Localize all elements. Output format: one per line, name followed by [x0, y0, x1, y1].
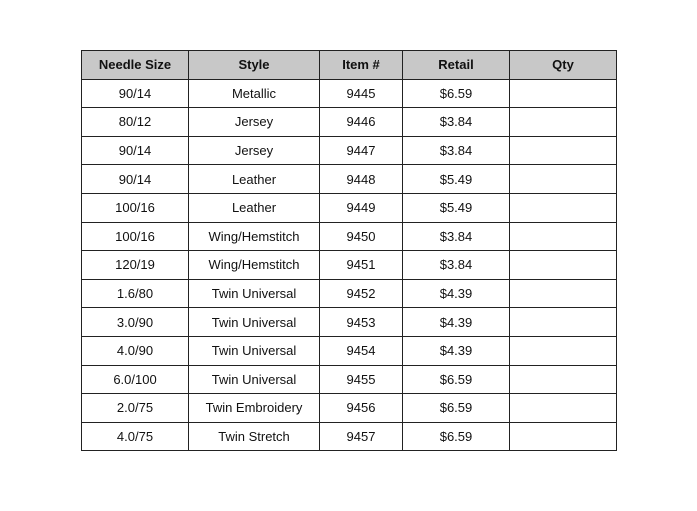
cell-qty[interactable] — [510, 108, 617, 137]
cell-needle-size: 2.0/75 — [82, 394, 189, 423]
cell-item-number: 9452 — [320, 279, 403, 308]
table-row — [82, 336, 617, 365]
header-qty: Qty — [510, 51, 617, 80]
cell-qty[interactable] — [510, 165, 617, 194]
cell-qty[interactable] — [510, 79, 617, 108]
table-row — [82, 279, 617, 308]
table-body — [82, 79, 617, 451]
cell-retail: $6.59 — [403, 79, 510, 108]
cell-qty[interactable] — [510, 365, 617, 394]
cell-qty[interactable] — [510, 308, 617, 337]
cell-style: Wing/Hemstitch — [189, 251, 320, 280]
cell-style: Wing/Hemstitch — [189, 222, 320, 251]
cell-retail: $4.39 — [403, 308, 510, 337]
cell-needle-size: 4.0/90 — [82, 336, 189, 365]
cell-retail: $3.84 — [403, 251, 510, 280]
table-row — [82, 136, 617, 165]
cell-style: Twin Universal — [189, 365, 320, 394]
cell-style: Jersey — [189, 108, 320, 137]
cell-retail: $3.84 — [403, 136, 510, 165]
cell-retail: $6.59 — [403, 394, 510, 423]
cell-item-number: 9448 — [320, 165, 403, 194]
cell-item-number: 9454 — [320, 336, 403, 365]
cell-qty[interactable] — [510, 222, 617, 251]
cell-item-number: 9451 — [320, 251, 403, 280]
cell-retail: $5.49 — [403, 193, 510, 222]
cell-qty[interactable] — [510, 251, 617, 280]
cell-needle-size: 100/16 — [82, 222, 189, 251]
cell-retail: $6.59 — [403, 365, 510, 394]
cell-item-number: 9449 — [320, 193, 403, 222]
cell-item-number: 9450 — [320, 222, 403, 251]
cell-needle-size: 90/14 — [82, 136, 189, 165]
table-row — [82, 193, 617, 222]
cell-style: Leather — [189, 193, 320, 222]
cell-needle-size: 90/14 — [82, 79, 189, 108]
cell-style: Leather — [189, 165, 320, 194]
cell-needle-size: 4.0/75 — [82, 422, 189, 451]
cell-qty[interactable] — [510, 394, 617, 423]
table-row — [82, 251, 617, 280]
cell-needle-size: 3.0/90 — [82, 308, 189, 337]
cell-item-number: 9446 — [320, 108, 403, 137]
cell-qty[interactable] — [510, 336, 617, 365]
cell-item-number: 9455 — [320, 365, 403, 394]
cell-needle-size: 1.6/80 — [82, 279, 189, 308]
cell-qty[interactable] — [510, 193, 617, 222]
cell-qty[interactable] — [510, 422, 617, 451]
header-needle-size: Needle Size — [82, 51, 189, 80]
table-row — [82, 165, 617, 194]
cell-retail: $4.39 — [403, 279, 510, 308]
table-row — [82, 422, 617, 451]
cell-item-number: 9453 — [320, 308, 403, 337]
cell-retail: $3.84 — [403, 108, 510, 137]
cell-item-number: 9456 — [320, 394, 403, 423]
cell-retail: $3.84 — [403, 222, 510, 251]
cell-item-number: 9445 — [320, 79, 403, 108]
cell-needle-size: 6.0/100 — [82, 365, 189, 394]
cell-style: Twin Universal — [189, 308, 320, 337]
cell-style: Jersey — [189, 136, 320, 165]
cell-style: Twin Universal — [189, 279, 320, 308]
table-row — [82, 308, 617, 337]
cell-retail: $5.49 — [403, 165, 510, 194]
cell-item-number: 9457 — [320, 422, 403, 451]
header-item-number: Item # — [320, 51, 403, 80]
cell-style: Metallic — [189, 79, 320, 108]
cell-qty[interactable] — [510, 136, 617, 165]
table-row — [82, 394, 617, 423]
cell-retail: $4.39 — [403, 336, 510, 365]
cell-needle-size: 100/16 — [82, 193, 189, 222]
cell-style: Twin Universal — [189, 336, 320, 365]
cell-style: Twin Stretch — [189, 422, 320, 451]
table-row — [82, 79, 617, 108]
cell-retail: $6.59 — [403, 422, 510, 451]
table-header-row — [82, 51, 617, 80]
table-row — [82, 108, 617, 137]
table-row — [82, 222, 617, 251]
cell-needle-size: 120/19 — [82, 251, 189, 280]
cell-style: Twin Embroidery — [189, 394, 320, 423]
cell-item-number: 9447 — [320, 136, 403, 165]
needle-price-table — [81, 50, 617, 451]
cell-qty[interactable] — [510, 279, 617, 308]
table-row — [82, 365, 617, 394]
header-style: Style — [189, 51, 320, 80]
cell-needle-size: 90/14 — [82, 165, 189, 194]
header-retail: Retail — [403, 51, 510, 80]
cell-needle-size: 80/12 — [82, 108, 189, 137]
